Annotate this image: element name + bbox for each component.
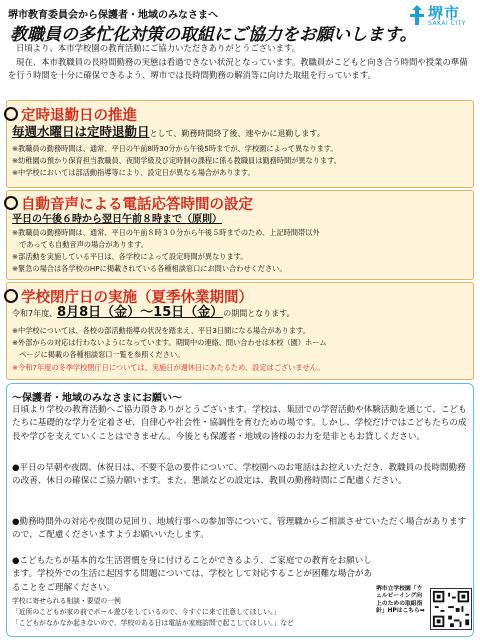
section2-title-text: 自動音声による電話応答時間の設定 — [21, 197, 253, 213]
circle-icon — [4, 196, 18, 210]
section1-title — [4, 104, 137, 125]
section2-note: ※緊急の場合は各学校のHPに掲載されている各種相談窓口にお問い合わせください。 — [12, 264, 287, 273]
section1-lead — [12, 126, 325, 140]
section1-note: ※教職員の勤務時間は、通常、平日の午前8時30分から午後5時までが、学校園によって異なります。 — [12, 144, 338, 153]
circle-icon — [4, 289, 18, 303]
qr-label: 堺市立学校園「ウェルビーイング向上のための取組指針」HPはこちら➡ — [376, 586, 425, 615]
page-title: 教職員の多忙化対策の取組にご協力をお願いします。 — [10, 25, 417, 45]
intro-p1: 日頃より、本市学校園の教育活動にご協力いただきありがとうございます。 — [16, 43, 301, 53]
section3-note: ページに掲載の各種相談窓口一覧を参照ください。 — [12, 350, 185, 359]
example-item: 「こどもがなかなか起きないので、学校のある日は電話か家庭訪問で起こしてほしい。」など — [12, 619, 294, 627]
section2-note: であっても自動音声の場合があります。 — [12, 240, 148, 249]
section3-lead — [12, 307, 295, 320]
section2-note: ※教職員の勤務時間は、通常、平日の午前８時３０分から午後５時までのため、上記時間帯以外 — [12, 228, 320, 237]
section2-note: ※部活動を実施している平日は、各学校によって設定時間が異なります。 — [12, 252, 248, 261]
request-paragraph: 日頃より学校の教育活動へご協力頂きありがとうございます。学校は、集団での学習活動や体験活動を通じて、こどもたちに基礎的な学力を定着させ、自律心や社会性・協調性を育むための場です。しかし、学校だけではこどもたちの成長や学びを支えていくことはできません。今後とも保護者・地域の皆様のお力を是非ともお貸しください。 — [12, 405, 467, 442]
section2-lead — [12, 214, 222, 226]
request-bullet: ●平日の早朝や夜間、休祝日は、不要不急の要件について、学校園へのお電話はお控えいただき、教職員の長時間勤務の改善、休日の確保にご協力願います。また、懇談などの設定は、教員の勤務時間にご配慮ください。 — [12, 463, 466, 487]
section3-note: ※外部からの対応は行わないようになっています。期間中の連絡、問い合わせは本校（園）ホーム — [12, 338, 327, 347]
section3-dates: 8月8日（金）～15日（金） — [57, 305, 224, 320]
section3-note: ※中学校については、各校の部活動指導の状況を踏まえ、平日3日間になる場合があります。 — [12, 326, 310, 335]
qr-code-icon[interactable] — [430, 588, 472, 630]
circle-icon — [4, 107, 18, 121]
request-bullet: ●勤務時間外の対応や夜間の見回り、地域行事への参加等について、管理職からご相談させていただく場合がありますので、ご配慮くださいますようお願いいたします。 — [12, 517, 467, 541]
section2-lead-bold: 平日の午後６時から翌日午前８時まで（原則） — [12, 214, 222, 225]
intro-p2: 現在、本市教職員の長時間勤務の実態は看過できない状況となっています。教職員がこどもと向き合う時間や授業の準備を行う時間を十分に確保できるよう、堺市では長時間勤務の解消等に向けた取組を行っています。 — [8, 56, 468, 81]
section2-title — [4, 193, 253, 214]
request-bullet: ●こどもたちが基本的な生活習慣を身に付けることができるよう、ご家庭での教育をお願いします。学校外での生活に起因する問題については、学校として対応することが困難な場合があることをご理解ください。 — [12, 556, 373, 593]
section3-title — [4, 286, 253, 307]
section1-lead-rest: として、勤務時間終了後、速やかに退勤します。 — [149, 129, 325, 138]
section3-title-text: 学校閉庁日の実施（夏季休業期間） — [21, 290, 253, 306]
logo-name: 堺市 — [428, 4, 461, 22]
section1-title-text: 定時退勤日の推進 — [21, 108, 137, 124]
logo-sub: SAKAI CITY — [428, 20, 466, 27]
section3-red-note: ※令和7年度の冬季学校閉庁日については、実施日が週休日にあたるため、設定はございません。 — [12, 363, 325, 372]
request-title: ～保護者・地域のみなさまにお願い～ — [12, 393, 182, 404]
intro — [8, 42, 472, 83]
section3-lead-suffix: の期間となります。 — [223, 309, 295, 318]
org-line: 堺市教育委員会から保護者・地域のみなさまへ — [8, 10, 218, 21]
section1-note: ※幼稚園の預かり保育担当教職員、夜間学級及び定時制の課程に係る教職員は勤務時間が異なります。 — [12, 156, 341, 165]
section1-lead-bold: 毎週水曜日は定時退勤日 — [12, 124, 150, 139]
section3-lead-prefix: 令和7年度、 — [12, 309, 58, 318]
sakai-city-logo — [408, 2, 472, 32]
example-item: 「近所のこどもが家の前でボール遊びをしているので、今すぐに来て注意してほしい。」 — [12, 608, 281, 616]
section1-note: ※中学校においては部活動指導等により、設定日が異なる場合があります。 — [12, 168, 255, 177]
examples-head: 学校に寄せられる相談・要望の一例 — [12, 597, 121, 605]
